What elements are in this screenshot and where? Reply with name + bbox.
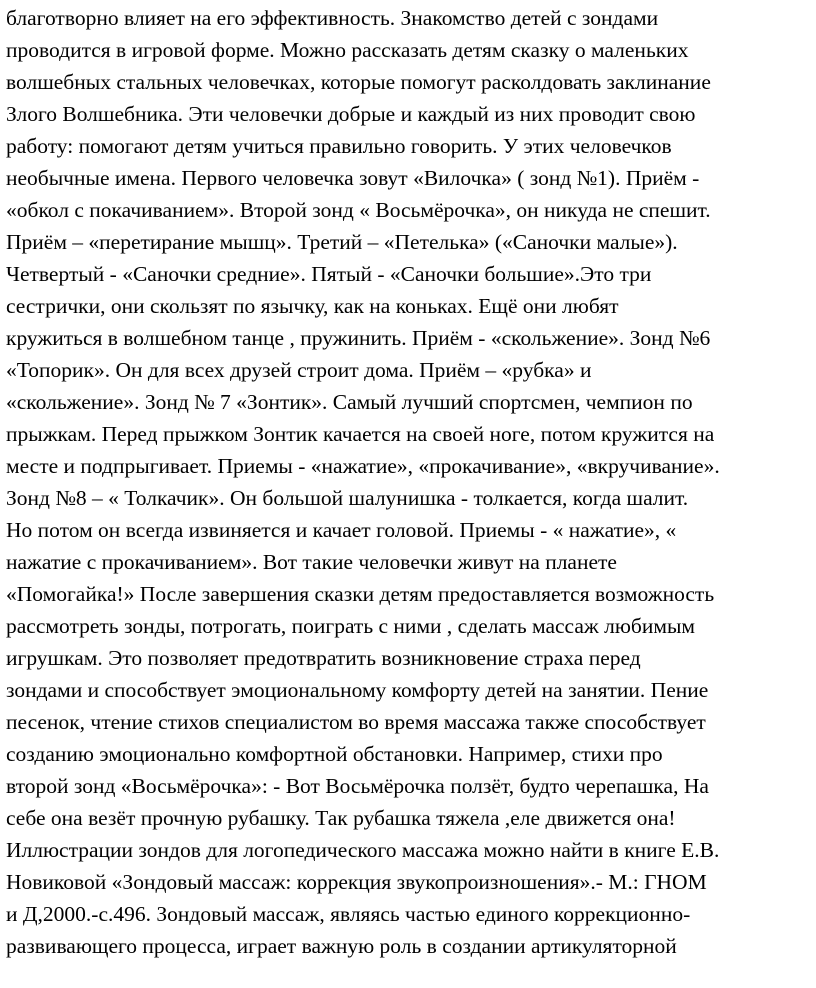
text-line: Злого Волшебника. Эти человечки добрые и каждый из них проводит свою: [6, 102, 696, 126]
text-line: Но потом он всегда извиняется и качает головой. Приемы - « нажатие», «: [6, 518, 677, 542]
text-line: сестрички, они скользят по язычку, как на коньках. Ещё они любят: [6, 294, 619, 318]
text-line: благотворно влияет на его эффективность. Знакомство детей с зондами: [6, 6, 659, 30]
text-line: развивающего процесса, играет важную роль в создании артикуляторной: [6, 934, 677, 958]
text-line: месте и подпрыгивает. Приемы - «нажатие», «прокачивание», «вкручивание».: [6, 454, 720, 478]
text-line: и Д,2000.-с.496. Зондовый массаж, являясь частью единого коррекционно-: [6, 902, 691, 926]
text-line: работу: помогают детям учиться правильно говорить. У этих человечков: [6, 134, 672, 158]
text-line: Иллюстрации зондов для логопедического массажа можно найти в книге Е.В.: [6, 838, 720, 862]
text-line: игрушкам. Это позволяет предотвратить возникновение страха перед: [6, 646, 641, 670]
text-line: прыжкам. Перед прыжком Зонтик качается на своей ноге, потом кружится на: [6, 422, 715, 446]
text-line: «скольжение». Зонд № 7 «Зонтик». Самый лучший спортсмен, чемпион по: [6, 390, 693, 414]
text-line: необычные имена. Первого человечка зовут «Вилочка» ( зонд №1). Приём -: [6, 166, 700, 190]
text-line: кружиться в волшебном танце , пружинить. Приём - «скольжение». Зонд №6: [6, 326, 711, 350]
text-line: нажатие с прокачиванием». Вот такие человечки живут на планете: [6, 550, 617, 574]
text-line: Приём – «перетирание мышц». Третий – «Петелька» («Саночки малые»).: [6, 230, 678, 254]
text-line: Зонд №8 – « Толкачик». Он большой шалунишка - толкается, когда шалит.: [6, 486, 689, 510]
text-line: зондами и способствует эмоциональному комфорту детей на занятии. Пение: [6, 678, 709, 702]
text-line: «Топорик». Он для всех друзей строит дома. Приём – «рубка» и: [6, 358, 592, 382]
text-line: волшебных стальных человечках, которые помогут расколдовать заклинание: [6, 70, 711, 94]
text-line: «обкол с покачиванием». Второй зонд « Восьмёрочка», он никуда не спешит.: [6, 198, 711, 222]
text-line: Новиковой «Зондовый массаж: коррекция звукопроизношения».- М.: ГНОМ: [6, 870, 707, 894]
text-line: «Помогайка!» После завершения сказки детям предоставляется возможность: [6, 582, 715, 606]
text-line: песенок, чтение стихов специалистом во время массажа также способствует: [6, 710, 706, 734]
text-line: проводится в игровой форме. Можно рассказать детям сказку о маленьких: [6, 38, 689, 62]
body-text: [6, 2, 814, 962]
text-line: Четвертый - «Саночки средние». Пятый - «Саночки большие».Это три: [6, 262, 652, 286]
text-line: рассмотреть зонды, потрогать, поиграть с ними , сделать массаж любимым: [6, 614, 696, 638]
text-line: себе она везёт прочную рубашку. Так рубашка тяжела ,еле движется она!: [6, 806, 676, 830]
text-line: созданию эмоционально комфортной обстановки. Например, стихи про: [6, 742, 663, 766]
text-line: второй зонд «Восьмёрочка»: - Вот Восьмёрочка ползёт, будто черепашка, На: [6, 774, 709, 798]
